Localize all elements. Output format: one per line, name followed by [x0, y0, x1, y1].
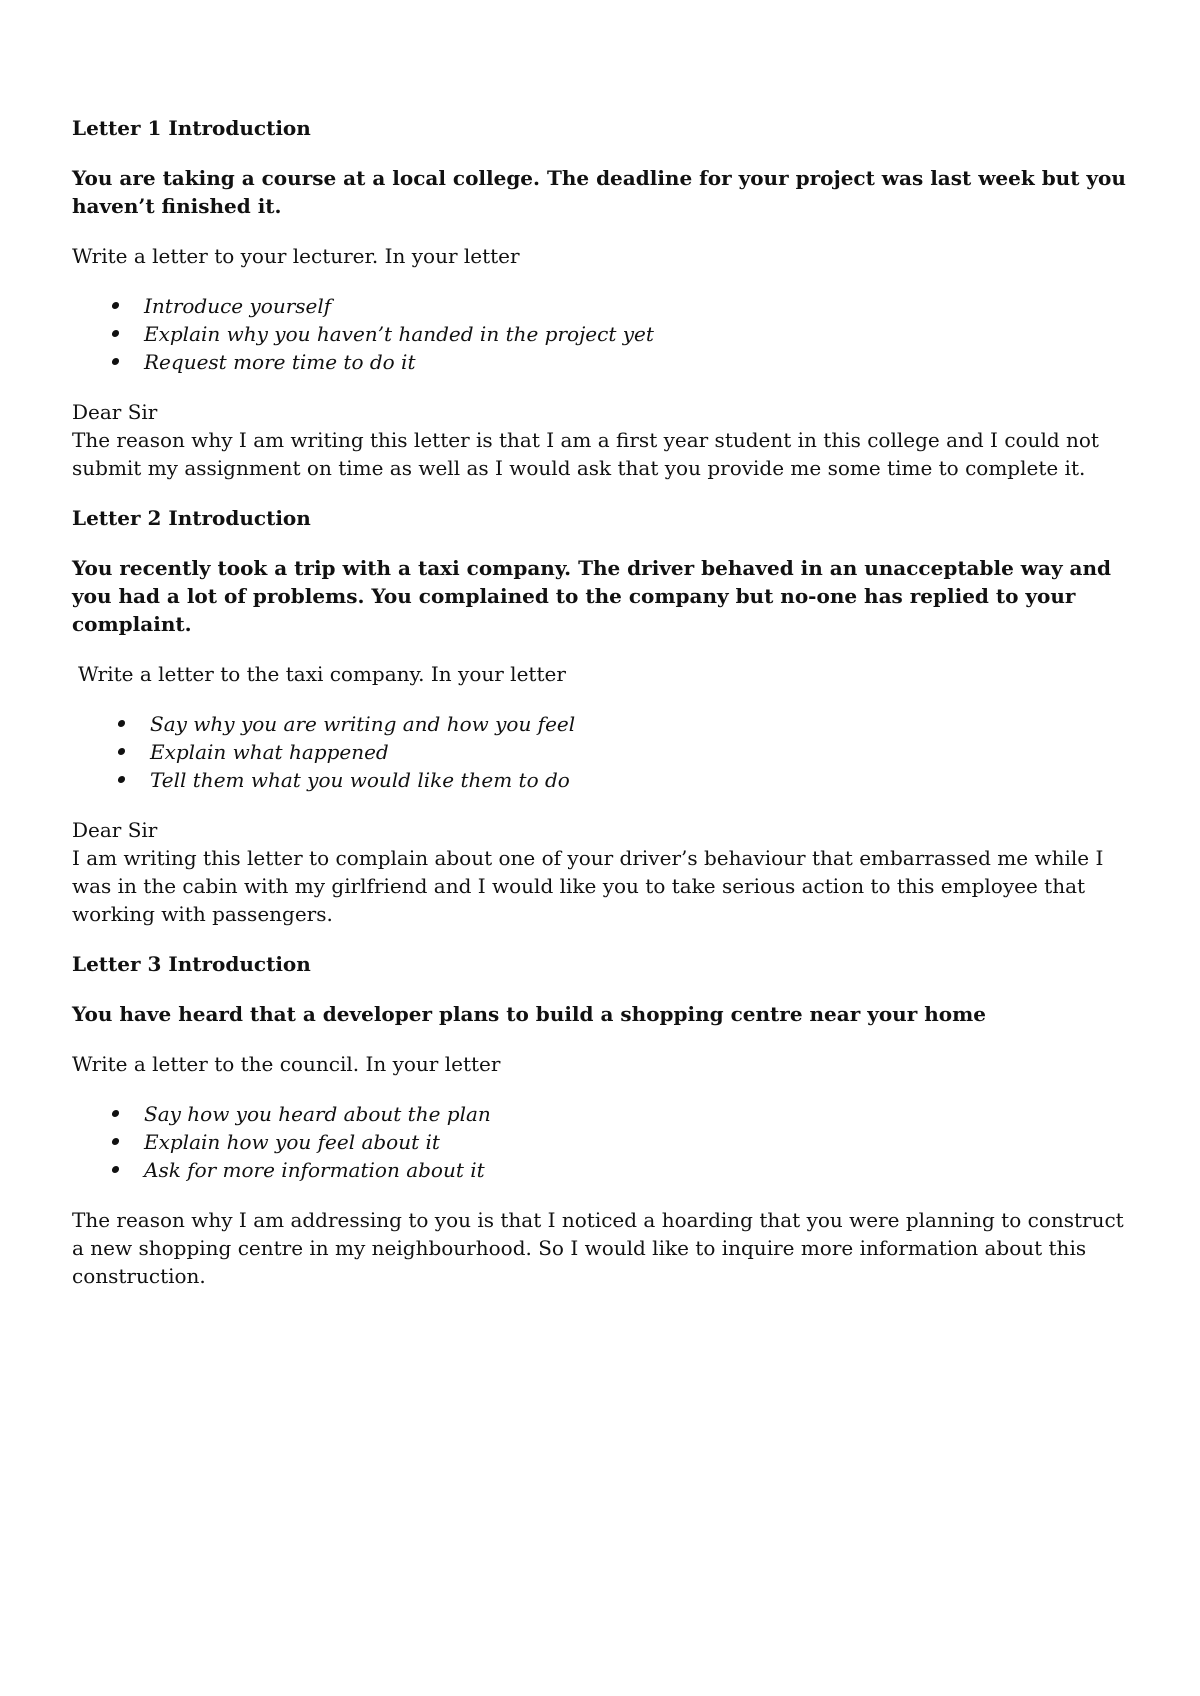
letter-3-heading: Letter 3 Introduction	[72, 952, 311, 976]
bullet-item	[72, 1100, 1132, 1128]
letter-3-bullet-list	[72, 1100, 1132, 1184]
bullet-item	[72, 710, 1132, 738]
document-content	[72, 114, 1132, 1312]
letter-2-instruction: Write a letter to the taxi company. In your letter	[78, 662, 566, 686]
letter-3-body: The reason why I am addressing to you is that I noticed a hoarding that you were planning to construct a new shopping centre in my neighbourhood. So I would like to inquire more information about this construction.	[72, 1208, 1124, 1288]
bullet-text: Say how you heard about the plan	[144, 1102, 491, 1126]
bullet-icon	[117, 720, 125, 727]
letter-1-instruction: Write a letter to your lecturer. In your letter	[72, 244, 520, 268]
bullet-icon	[117, 776, 125, 783]
bullet-text: Ask for more information about it	[144, 1158, 485, 1182]
letter-1-prompt: You are taking a course at a local college. The deadline for your project was last week but you haven’t finished it.	[72, 166, 1126, 218]
letter-3-instruction: Write a letter to the council. In your letter	[72, 1052, 501, 1076]
letter-3-prompt: You have heard that a developer plans to build a shopping centre near your home	[72, 1002, 986, 1026]
bullet-text: Introduce yourself	[144, 294, 332, 318]
bullet-icon	[111, 1138, 119, 1145]
bullet-icon	[111, 302, 119, 309]
letter-2-section	[72, 504, 1132, 928]
bullet-icon	[111, 1166, 119, 1173]
bullet-text: Request more time to do it	[144, 350, 416, 374]
bullet-item	[72, 348, 1132, 376]
bullet-item	[72, 1128, 1132, 1156]
bullet-text: Explain how you feel about it	[144, 1130, 440, 1154]
letter-1-heading: Letter 1 Introduction	[72, 116, 311, 140]
letter-3-section	[72, 950, 1132, 1290]
bullet-item	[72, 292, 1132, 320]
letter-2-prompt: You recently took a trip with a taxi company. The driver behaved in an unacceptable way and you had a lot of problems. You complained to the company but no-one has replied to your complaint.	[72, 556, 1112, 636]
letter-2-body: I am writing this letter to complain about one of your driver’s behaviour that embarrassed me while I was in the cabin with my girlfriend and I would like you to take serious action to this employee that working with passengers.	[72, 846, 1104, 926]
letter-1-section	[72, 114, 1132, 482]
bullet-icon	[111, 1110, 119, 1117]
bullet-item	[72, 766, 1132, 794]
bullet-icon	[111, 330, 119, 337]
bullet-icon	[117, 748, 125, 755]
bullet-text: Explain why you haven’t handed in the project yet	[144, 322, 654, 346]
bullet-text: Say why you are writing and how you feel	[150, 712, 576, 736]
letter-2-bullet-list	[72, 710, 1132, 794]
letter-2-salutation: Dear Sir	[72, 818, 158, 842]
bullet-item	[72, 738, 1132, 766]
letter-2-heading: Letter 2 Introduction	[72, 506, 311, 530]
letter-1-body: The reason why I am writing this letter is that I am a first year student in this college and I could not submit my assignment on time as well as I would ask that you provide me some time to complete it.	[72, 428, 1099, 480]
bullet-icon	[111, 358, 119, 365]
bullet-text: Explain what happened	[150, 740, 389, 764]
bullet-text: Tell them what you would like them to do	[150, 768, 570, 792]
bullet-item	[72, 320, 1132, 348]
letter-1-bullet-list	[72, 292, 1132, 376]
bullet-item	[72, 1156, 1132, 1184]
letter-1-salutation: Dear Sir	[72, 400, 158, 424]
